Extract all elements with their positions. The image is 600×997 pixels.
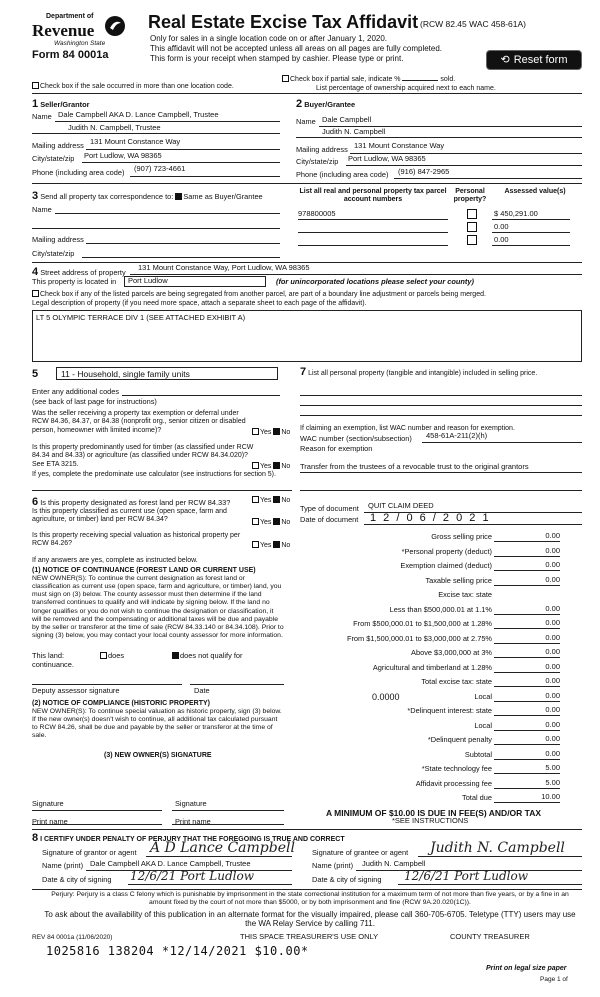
tax-row-value[interactable]: 0.00 xyxy=(545,647,560,656)
parcel-number-1[interactable]: 978800005 xyxy=(298,209,336,218)
reset-form-label: Reset form xyxy=(513,53,568,66)
tax-row-value[interactable]: 0.00 xyxy=(545,545,560,555)
grantor-sig-label: Signature of grantor or agent xyxy=(42,848,137,857)
multi-location-check[interactable]: Check box if the sale occurred in more than one location code. xyxy=(32,82,234,91)
tax-row-value[interactable]: 0.00 xyxy=(545,603,560,613)
located-value: Port Ludlow xyxy=(128,276,168,285)
timber-answer[interactable]: Yes No xyxy=(252,462,290,471)
tax-row-label: Agricultural and timberland at 1.28% xyxy=(372,662,492,672)
tax-row-label: Affidavit processing fee xyxy=(415,778,492,788)
grantor-name-label: Name (print) xyxy=(42,861,84,870)
doc-date[interactable]: 1 2 / 0 6 / 2 0 2 1 xyxy=(370,512,491,524)
owner-signature-label-2: Signature xyxy=(175,799,207,808)
assessed-value-3[interactable]: 0.00 xyxy=(494,235,509,244)
tax-row-value[interactable]: 5.00 xyxy=(545,763,560,772)
parcel-col-header: List all real and personal property tax parcel account numbers xyxy=(299,188,447,204)
section3-city-label: City/state/zip xyxy=(32,249,75,258)
treasurer-stamp: 1025816 138204 *12/14/2021 $10.00* xyxy=(46,944,309,958)
tax-row-value[interactable]: 0.00 xyxy=(545,574,560,584)
section3-heading: 3 Send all property tax correspondence to: Same as Buyer/Grantee xyxy=(32,190,263,202)
buyer-mailing-label: Mailing address xyxy=(296,145,348,154)
historic-answer[interactable]: Yes No xyxy=(252,541,290,550)
tax-row-value[interactable]: 0.00 xyxy=(545,690,560,700)
print-legal-note: Print on legal size paper xyxy=(486,965,567,972)
dept-line3: Washington State xyxy=(54,40,106,47)
tax-row-value[interactable]: 0.00 xyxy=(545,705,560,714)
timber-yes-checkbox xyxy=(252,462,259,469)
section3-name-label: Name xyxy=(32,205,52,214)
reset-form-button[interactable] xyxy=(486,50,582,70)
header-note2: This affidavit will not be accepted unless all areas on all pages are fully completed. xyxy=(150,44,443,53)
perjury-note: Perjury: Perjury is a class C felony which is punishable by imprisonment in the state correctional institution for a maximum term of not more than five years, or by a fine in an amount fixed by the court of not more than $5000, or by both imprisonment and fine (RCW 9A.20.020(1C)). xyxy=(51,891,569,907)
personal-property-checkbox-1[interactable] xyxy=(467,209,477,219)
seller-name2[interactable]: Judith N. Campbell, Trustee xyxy=(68,123,161,132)
see-instructions-note: *SEE INSTRUCTIONS xyxy=(392,816,469,825)
owner-print-name-label-1: Print name xyxy=(32,817,68,826)
buyer-city[interactable]: Port Ludlow, WA 98365 xyxy=(348,154,426,163)
wac-label: WAC number (section/subsection) xyxy=(300,434,412,443)
local-rate[interactable]: 0.0000 xyxy=(372,691,400,702)
located-note: (for unincorporated locations please select your county) xyxy=(276,277,474,286)
dept-line2: Revenue xyxy=(32,21,95,40)
does-qualify[interactable]: does xyxy=(100,652,124,661)
personal-property-checkbox-3[interactable] xyxy=(467,235,477,245)
page-number: Page 1 of xyxy=(540,976,568,983)
tax-row-label: Local xyxy=(474,691,492,701)
street-address[interactable]: 131 Mount Constance Way, Port Ludlow, WA 98365 xyxy=(138,263,310,272)
tax-row-value[interactable]: 0.00 xyxy=(545,560,560,569)
tax-row-label: *State technology fee xyxy=(421,764,492,773)
legal-description-field[interactable] xyxy=(32,310,582,362)
personal-col-header: Personal property? xyxy=(453,188,487,204)
tax-row-label: Local xyxy=(474,720,492,730)
located-label: This property is located in xyxy=(32,277,117,286)
certify-statement: 8 I CERTIFY UNDER PENALTY OF PERJURY THAT THE FOREGOING IS TRUE AND CORRECT xyxy=(32,832,345,844)
assessed-col-header: Assessed value(s) xyxy=(504,188,566,195)
notice1-title: (1) NOTICE OF CONTINUANCE (FOREST LAND OR CURRENT USE) xyxy=(32,567,256,574)
grantor-signature: A D Lance Campbell xyxy=(150,840,295,856)
current-use-no-checkbox xyxy=(273,518,280,525)
multi-location-checkbox[interactable] xyxy=(32,82,39,89)
tax-row-value[interactable]: 0.00 xyxy=(545,531,560,540)
exemption-reason[interactable]: Transfer from the trustees of a revocable trust to the original grantors xyxy=(300,462,529,471)
does-not-qualify-checkbox xyxy=(172,652,179,659)
county-treasurer-label: COUNTY TREASURER xyxy=(450,932,530,941)
current-use-yes-checkbox xyxy=(252,518,259,525)
alt-format-note: To ask about the availability of this publication in an alternate format for the visually impaired, please call 360-705-6705. Teletype (TTY) users may use the WA Relay Service by calling 711. xyxy=(44,910,576,929)
tax-row-label: Total due xyxy=(462,793,492,802)
assessed-value-2[interactable]: 0.00 xyxy=(494,222,509,231)
tax-row-label: Taxable selling price xyxy=(425,575,492,585)
forest-answer[interactable]: Yes No xyxy=(252,496,290,505)
exemption-no-checkbox xyxy=(273,428,280,435)
header-note1: Only for sales in a single location code on or after January 1, 2020. xyxy=(150,34,388,43)
tax-row-label: Excise tax: state xyxy=(438,590,492,599)
seller-phone-label: Phone (including area code) xyxy=(32,168,125,177)
new-owner-signature-heading: (3) NEW OWNER(S) SIGNATURE xyxy=(104,752,212,759)
buyer-phone-label: Phone (including area code) xyxy=(296,170,389,179)
forest-question: 6 Is this property designated as forest land per RCW 84.33? xyxy=(32,496,231,508)
section7-heading: 7 List all personal property (tangible and intangible) included in selling price. xyxy=(300,366,538,378)
tax-row-value[interactable]: 0.00 xyxy=(545,676,560,685)
tax-row-label: Subtotal xyxy=(464,749,492,759)
dept-line1: Department of xyxy=(46,13,94,20)
tax-row-value[interactable]: 0.00 xyxy=(545,618,560,627)
grantee-name[interactable]: Judith N. Campbell xyxy=(362,859,426,868)
ownership-note: List percentage of ownership acquired next to each name. xyxy=(316,85,496,92)
grantee-signature: Judith N. Campbell xyxy=(430,840,565,856)
seller-name-label: Name xyxy=(32,112,52,121)
dor-logo-mark xyxy=(104,15,126,37)
tax-row-value[interactable]: 0.00 xyxy=(545,734,560,743)
segregated-checkbox[interactable] xyxy=(32,290,39,297)
tax-row-value[interactable]: 0.00 xyxy=(545,719,560,729)
grantee-date-label: Date & city of signing xyxy=(312,875,382,884)
tax-row-label: From $1,500,000.01 to $3,000,000 at 2.75% xyxy=(346,633,492,643)
header-note3: This form is your receipt when stamped by cashier. Please type or print. xyxy=(150,54,404,63)
tax-row-label: Gross selling price xyxy=(431,532,492,541)
deputy-date-label: Date xyxy=(194,686,210,695)
tax-row-label: *Personal property (deduct) xyxy=(401,546,492,556)
seller-mailing[interactable]: 131 Mount Constance Way xyxy=(90,137,181,146)
assessed-value-1[interactable]: $ 450,291.00 xyxy=(494,209,538,218)
buyer-mailing[interactable]: 131 Mount Constance Way xyxy=(354,141,445,150)
does-not-qualify[interactable]: does not qualify for xyxy=(172,652,242,661)
if-yes-note: If any answers are yes, complete as instructed below. xyxy=(32,557,198,564)
reset-icon: ⟲ xyxy=(500,53,510,66)
same-as-buyer-checkbox[interactable] xyxy=(175,193,182,200)
does-qualify-checkbox xyxy=(100,652,107,659)
historic-no-checkbox xyxy=(273,541,280,548)
notice2-body: NEW OWNER(S): To continue special valuation as historic property, sign (3) below. If the new owner(s) doesn't wish to continue, all additional tax calculated pursuant to RCW 84.26, shall be due and payable by the seller or transferor at the time of sale. xyxy=(32,708,282,740)
form-rcw: (RCW 82.45 WAC 458-61A) xyxy=(420,19,526,29)
personal-property-checkbox-2[interactable] xyxy=(467,222,477,232)
doc-date-label: Date of document xyxy=(300,515,359,524)
grantor-date-label: Date & city of signing xyxy=(42,875,112,884)
current-use-answer[interactable]: Yes No xyxy=(252,518,290,527)
grantor-name[interactable]: Dale Campbell AKA D. Lance Campbell, Trustee xyxy=(90,859,251,868)
notice1-body: NEW OWNER(S): To continue the current designation as forest land or classification as current use (open space, farm and agriculture, or timber) land, you must sign on (3) below. The county assessor must then determine if the land transferred continues to qualify and will indicate by signing below. If the land no longer qualifies or you do not wish to continue the designation or classification, it will be removed and the compensating or additional taxes will be due and payable by the seller or transferor at the time of sale (RCW 84.33.140 or 84.34.108). Prior to signing (3) below, you may contact your local county assessor for more information. xyxy=(32,575,284,640)
street-address-label: 4 Street address of property xyxy=(32,266,126,278)
tax-row-label: Exemption claimed (deduct) xyxy=(400,561,492,570)
land-use-code-select[interactable] xyxy=(56,367,278,380)
tax-row-value[interactable]: 5.00 xyxy=(545,777,560,787)
doc-type-label: Type of document xyxy=(300,504,359,513)
tax-row-value[interactable]: 0.00 xyxy=(545,748,560,758)
legal-desc-label: Legal description of property (if you need more space, attach a separate sheet to each page of the affidavit). xyxy=(32,300,367,307)
historic-question: Is this property receiving special valuation as historical property per RCW 84.26? xyxy=(32,532,241,548)
section5-number: 5 xyxy=(32,368,39,380)
grantee-name-label: Name (print) xyxy=(312,861,354,870)
tax-row-label: *Delinquent penalty xyxy=(427,735,492,744)
legal-description: LT 5 OLYMPIC TERRACE DIV 1 (SEE ATTACHED EXHIBIT A) xyxy=(36,313,246,322)
tax-row-value[interactable]: 10.00 xyxy=(541,792,560,801)
doc-type[interactable]: QUIT CLAIM DEED xyxy=(368,501,434,510)
seller-phone[interactable]: (907) 723-4661 xyxy=(134,164,186,173)
form-number: Form 84 0001a xyxy=(32,49,109,61)
land-use-code: 11 - Household, single family units xyxy=(61,369,190,379)
notice2-title: (2) NOTICE OF COMPLIANCE (HISTORIC PROPERTY) xyxy=(32,700,210,707)
seller-city-label: City/state/zip xyxy=(32,154,75,163)
dor-logo xyxy=(32,12,128,64)
partial-sale-checkbox[interactable] xyxy=(282,75,289,82)
historic-yes-checkbox xyxy=(252,541,259,548)
owner-print-name-label-2: Print name xyxy=(175,817,211,826)
rev-number: REV 84 0001a (11/06/2020) xyxy=(32,934,113,941)
form-title: Real Estate Excise Tax Affidavit xyxy=(148,12,419,32)
tax-row-label: *Delinquent interest: state xyxy=(407,706,492,715)
current-use-question: Is this property classified as current use (open space, farm and agriculture, or timber) land per RCW 84.34? xyxy=(32,508,227,524)
owner-signature-label-1: Signature xyxy=(32,799,64,808)
exemption-yes-checkbox xyxy=(252,428,259,435)
continuance-label: continuance. xyxy=(32,660,74,669)
tax-row-value[interactable]: 0.00 xyxy=(545,661,560,671)
wac-number[interactable]: 458-61A-211(2)(h) xyxy=(426,431,488,440)
buyer-heading: 2 Buyer/Grantee xyxy=(296,98,356,110)
timber-note: If yes, complete the predominate use calculator (see instructions for section 5). xyxy=(32,471,276,478)
located-select[interactable] xyxy=(124,276,266,287)
buyer-city-label: City/state/zip xyxy=(296,157,339,166)
grantee-sig-label: Signature of grantee or agent xyxy=(312,848,409,857)
tax-row-value[interactable]: 0.00 xyxy=(545,632,560,642)
treasurer-use-only: THIS SPACE TREASURER'S USE ONLY xyxy=(240,932,379,941)
additional-codes-label: Enter any additional codes xyxy=(32,387,120,396)
partial-sale-check[interactable]: Check box if partial sale, indicate % sold. xyxy=(282,75,455,84)
minimum-due-note: A MINIMUM OF $10.00 IS DUE IN FEE(S) AND/OR TAX xyxy=(326,808,542,818)
buyer-phone[interactable]: (916) 847-2965 xyxy=(398,167,450,176)
exemption-question: Was the seller receiving a property tax exemption or deferral under RCW 84.36, 84.37, or 84.38 (nonprofit org., senior citizen or disabled person, homeowner with limited income)? xyxy=(32,410,246,434)
exemption-answer[interactable]: Yes No xyxy=(252,428,290,437)
grantee-date-city[interactable]: 12/6/21 Port Ludlow xyxy=(404,869,528,883)
tax-row-label: Total excise tax: state xyxy=(421,677,492,686)
grantor-date-city[interactable]: 12/6/21 Port Ludlow xyxy=(130,869,254,883)
buyer-name1[interactable]: Dale Campbell xyxy=(322,115,372,124)
tax-row-label: Less than $500,000.01 at 1.1% xyxy=(389,604,492,614)
seller-name1[interactable]: Dale Campbell AKA D. Lance Campbell, Trustee xyxy=(58,110,219,119)
see-back-note: (see back of last page for instructions) xyxy=(32,397,157,406)
seller-city[interactable]: Port Ludlow, WA 98365 xyxy=(84,151,162,160)
seller-heading: 1 Seller/Grantor xyxy=(32,98,90,110)
tax-row-label: Above $3,000,000 at 3% xyxy=(411,648,492,657)
timber-question: Is this property predominantly used for timber (as classified under RCW 84.34 and 84.33) or agriculture (as classified under RCW 84.34.020)? See ETA 3215. xyxy=(32,444,254,468)
forest-no-checkbox xyxy=(273,496,280,503)
this-land-label: This land: xyxy=(32,651,65,660)
buyer-name2[interactable]: Judith N. Campbell xyxy=(322,127,386,136)
timber-no-checkbox xyxy=(273,462,280,469)
tax-row-label: From $500,000.01 to $1,500,000 at 1.28% xyxy=(353,619,492,628)
section3-mailing-label: Mailing address xyxy=(32,235,84,244)
buyer-name-label: Name xyxy=(296,117,316,126)
reason-label: Reason for exemption xyxy=(300,444,373,453)
exemption-label: If claiming an exemption, list WAC number and reason for exemption. xyxy=(300,425,515,432)
deputy-signature-label: Deputy assessor signature xyxy=(32,686,120,695)
forest-yes-checkbox xyxy=(252,496,259,503)
seller-mailing-label: Mailing address xyxy=(32,141,84,150)
segregated-check[interactable]: Check box if any of the listed parcels are being segregated from another parcel, are part of a boundary line adjustment or parcels being merged. xyxy=(32,290,486,299)
